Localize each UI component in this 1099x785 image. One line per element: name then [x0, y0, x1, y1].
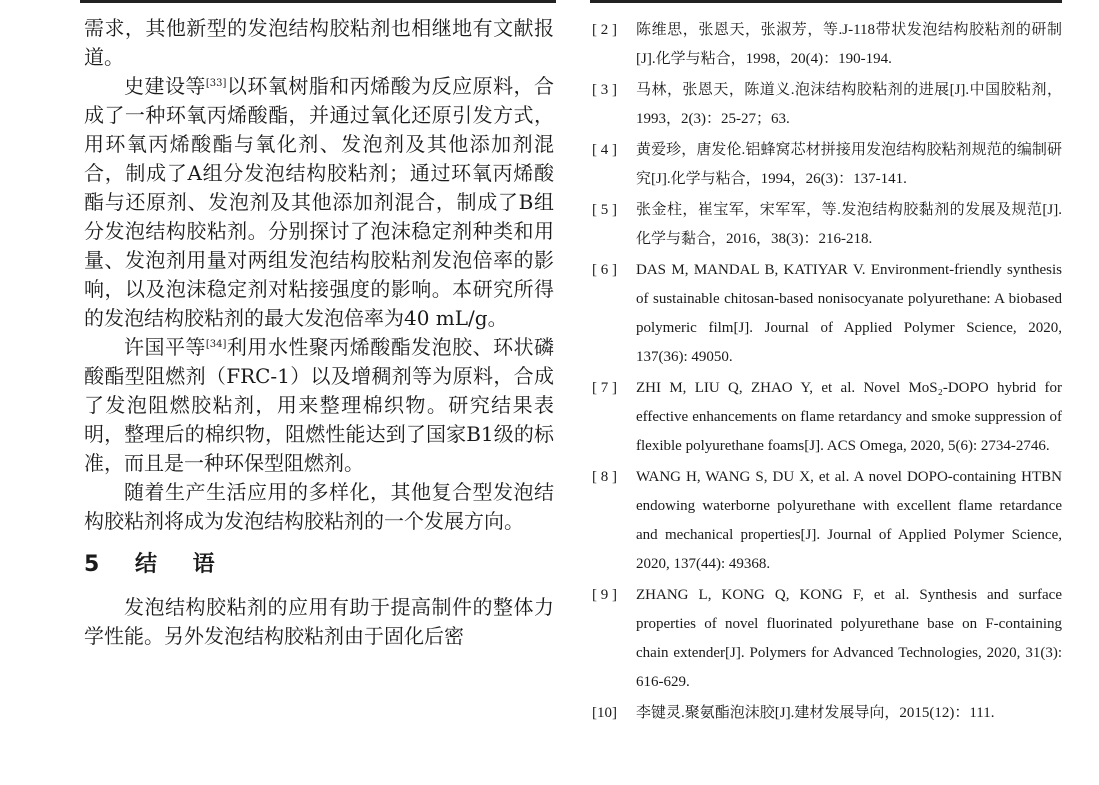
reference-item: [592, 16, 1062, 74]
paragraph-2: [84, 72, 554, 333]
reference-number: [ 6 ]: [592, 262, 617, 278]
reference-item: [592, 76, 1062, 134]
reference-text: 张金柱，崔宝军，宋军军，等.发泡结构胶黏剂的发展及规范[J].化学与黏合，2016，38(3)：216-218.: [636, 202, 1062, 247]
top-rule-left: [80, 0, 556, 3]
reference-item: [592, 581, 1062, 697]
paragraph-2-lead: 史建设等: [124, 74, 206, 98]
paragraph-2-body: 以环氧树脂和丙烯酸为反应原料，合成了一种环氧丙烯酸酯，并通过氧化还原引发方式，用环氧丙烯酸酯与氧化剂、发泡剂及其他添加剂混合，制成了A组分发泡结构胶粘剂；通过环氧丙烯酸酯与还原剂、发泡剂及其他添加剂混合，制成了B组分发泡结构胶粘剂。分别探讨了泡沫稳定剂种类和用量、发泡剂用量对两组发泡结构胶粘剂发泡倍率的影响，以及泡沫稳定剂对粘接强度的影响。本研究所得的发泡结构胶粘剂的最大发泡倍率为40 mL/g。: [84, 74, 555, 330]
paragraph-3: [84, 333, 554, 478]
reference-item: [592, 136, 1062, 194]
reference-number: [ 4 ]: [592, 142, 617, 158]
top-rule-right: [590, 0, 1062, 3]
paragraph-5: 发泡结构胶粘剂的应用有助于提高制件的整体力学性能。另外发泡结构胶粘剂由于固化后密: [84, 595, 554, 648]
reference-number: [10]: [592, 705, 617, 721]
reference-text: WANG H, WANG S, DU X, et al. A novel DOPO-containing HTBN endowing waterborne polyurethane with excellent flame retardance and mechanical properties[J]. Journal of Applied Polymer Science, 2020, 137(44): 49368.: [636, 469, 1062, 572]
reference-number: [ 8 ]: [592, 469, 617, 485]
reference-number: [ 5 ]: [592, 202, 617, 218]
reference-text: ZHANG L, KONG Q, KONG F, et al. Synthesis and surface properties of novel fluorinated polyurethane base on F-containing chain extender[J]. Polymers for Advanced Technologies, 2020, 31(3): 616-629.: [636, 587, 1062, 690]
references-column: [592, 16, 1062, 730]
reference-number: [ 3 ]: [592, 82, 617, 98]
reference-text: 李键灵.聚氨酯泡沫胶[J].建材发展导向，2015(12)：111.: [636, 705, 995, 721]
section-heading: 5 结 语: [84, 552, 229, 577]
reference-number: [ 7 ]: [592, 380, 617, 396]
reference-number: [ 9 ]: [592, 587, 617, 603]
reference-item: [592, 256, 1062, 372]
body-text-column: [84, 14, 554, 651]
paragraph-3-body: 利用水性聚丙烯酸酯发泡胶、环状磷酸酯型阻燃剂（FRC-1）以及增稠剂等为原料，合成了发泡阻燃胶粘剂，用来整理棉织物。研究结果表明，整理后的棉织物，阻燃性能达到了国家B1级的标准，而且是一种环保型阻燃剂。: [84, 335, 555, 475]
reference-item: [592, 196, 1062, 254]
reference-number: [ 2 ]: [592, 22, 617, 38]
citation-34: [34]: [205, 339, 227, 350]
paragraph-1: 需求，其他新型的发泡结构胶粘剂也相继地有文献报道。: [84, 16, 554, 69]
citation-33: [33]: [205, 78, 227, 89]
reference-item: [592, 374, 1062, 461]
reference-item: [592, 699, 1062, 728]
paragraph-4: 随着生产生活应用的多样化，其他复合型发泡结构胶粘剂将成为发泡结构胶粘剂的一个发展方向。: [84, 480, 554, 533]
reference-item: [592, 463, 1062, 579]
reference-text: DAS M, MANDAL B, KATIYAR V. Environment-friendly synthesis of sustainable chitosan-based nonisocyanate polyurethane: A biobased polymeric film[J]. Journal of Applied Polymer Science, 2020, 137(36): 49050.: [636, 262, 1062, 365]
paragraph-3-lead: 许国平等: [124, 335, 206, 359]
reference-text: 黄爱珍，唐发伦.铝蜂窝芯材拼接用发泡结构胶粘剂规范的编制研究[J].化学与粘合，1994，26(3)：137-141.: [636, 142, 1062, 187]
reference-text: ZHI M, LIU Q, ZHAO Y, et al. Novel MoS₂-DOPO hybrid for effective enhancements on flame retardancy and smoke suppression of flexible polyurethane foams[J]. ACS Omega, 2020, 5(6): 2734-2746.: [636, 380, 1062, 454]
reference-text: 陈维思，张恩天，张淑芳，等.J-118带状发泡结构胶粘剂的研制[J].化学与粘合，1998，20(4)：190-194.: [636, 22, 1062, 67]
reference-text: 马林，张恩天，陈道义.泡沫结构胶粘剂的进展[J].中国胶粘剂，1993，2(3)：25-27；63.: [636, 82, 1062, 127]
